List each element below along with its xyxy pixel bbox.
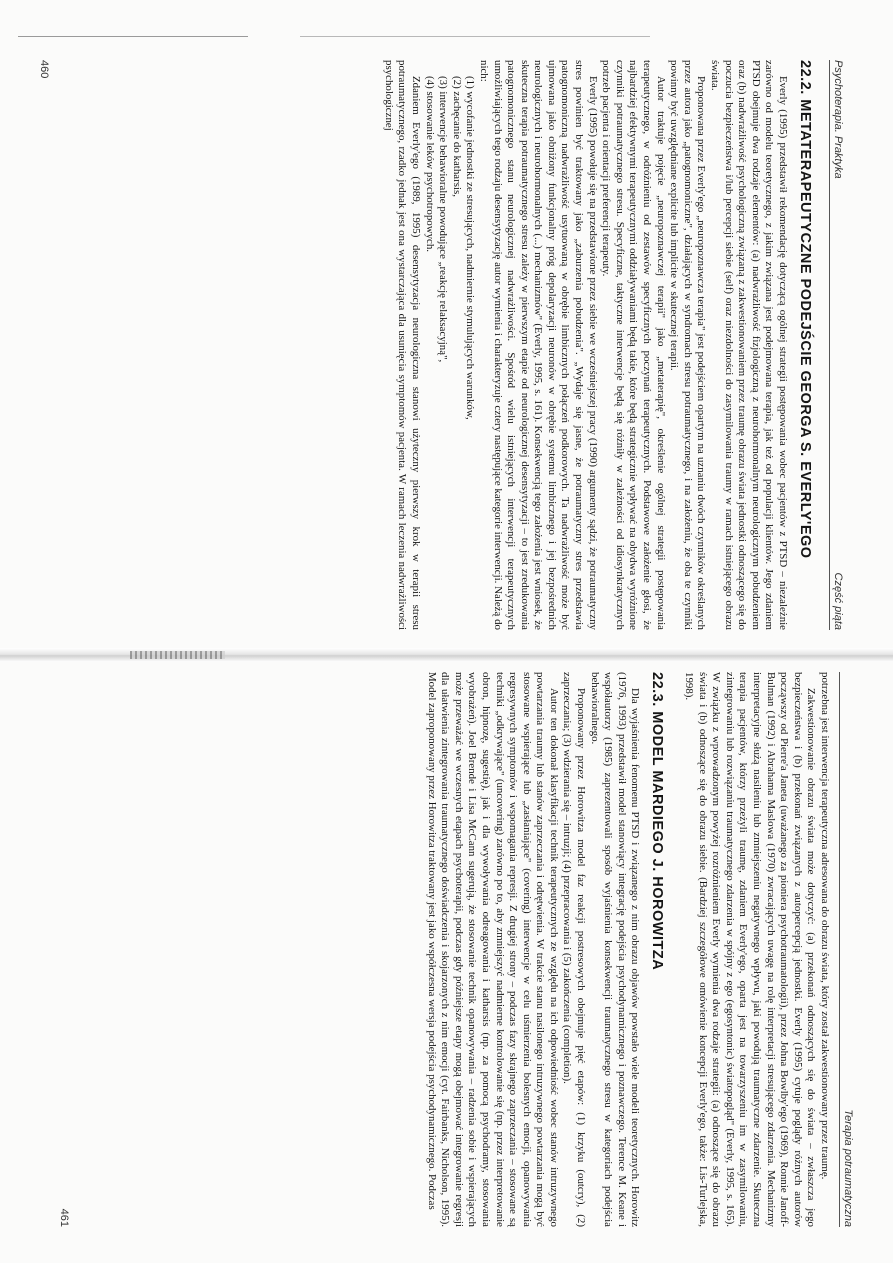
- scan-edge-line: [300, 36, 650, 37]
- list-item: (4) stosowanie leków psychotropowych.: [423, 76, 436, 253]
- body-text: [381, 60, 789, 630]
- body-text: [424, 672, 642, 1227]
- list-item: (3) interwencje behawioralne powodujące „reakcję relaksacyjną",: [437, 76, 450, 363]
- paragraph: Dla wyjaśnienia fenomenu PTSD i związanego z nim obrazu objawów powstało wiele modeli teoretycznych. Horowitz (1976, 1993) przedstawił model stanowiący integrację podejścia psychodynamicznego i poznawczego. Terence M. Keane i współautorzy (1985) zaprezentowali sposób wyjaśnienia konsekwencji traumatycznego stresu w kategoriach podejścia behawioralnego.: [588, 672, 642, 1227]
- body-text: [681, 672, 831, 1227]
- paragraph: Zakwestionowanie obrazu świata może dotyczyć: (a) przekonań odnoszących się do świata – zwłaszcza jego bezpieczeństwa i (b) przekonań związanych z autopercepcją jednostki. Everly (1995) cytuje poglądy różnych autorów począwszy od Pierre'a Janeta (uważanego za pioniera psychotraumatologii), przez Johna Bowlby'ego (1969), Ronnie Janoff-Bulman (1992) i Abrahama Maslowa (1970) zwracających uwagę na rolę interpretacji stresującego zdarzenia. Mechanizmy interpretacyjne służą nasileniu lub zmniejszeniu negatywnego wpływu, jaki powodują traumatyczne zdarzenie. Skuteczna terapia pacjentów, którzy przeżyli traumę, zdaniem Everly'ego, oparta jest na towarzyszeniu im w zasymilowaniu, zintegrowaniu lub rozwiązaniu traumatycznego zdarzenia w spójny z ego (egosyntonic) światopogląd" (Everly, 1995, s. 165). W związku z wprowadzonym powyżej rozróżnieniem Everly wymienia dwa rodzaje strategii: (a) odnoszące się do obrazu świata i (b) odnoszące się do obrazu siebie. (Bardziej szczegółowe omówienie koncepcji Everly'ego, także: Lis-Turlejska, 1998).: [683, 672, 818, 1227]
- running-head: [829, 60, 848, 630]
- scan-edge-line: [18, 36, 248, 37]
- running-head: [839, 672, 858, 1227]
- page-461: [58, 672, 858, 1227]
- paragraph: Proponowany przez Horowitza model faz reakcji postresowych obejmuje pięć etapów: (1) krzyku (outcry), (2) zaprzeczania; (3) wdzierania się – intruzji; (4) przepracowania i (5) zakończenia (completion).: [561, 672, 588, 1227]
- paragraph: Everly (1995) przedstawił rekomendację dotyczącą ogólnej strategii postępowania wobec pacjentów z PTSD – niezależnie zarówno od modelu teoretycznego, z jakim związana jest podejmowana terapia, jak też od populacji klientów. Jego zdaniem PTSD obejmuje dwa rodzaje elementów: (a) nadwrażliwość fizjologiczną z neurohormonalnym neurologicznym pobudzeniem oraz (b) nadwrażliwość psychologiczną związaną z zakwestionowaniem przez traumę obrazu świata jednostki odnoszącego się do poczucia bezpieczeństwa i/lub percepcji siebie (self) oraz niezdolności do zasymilowania traumy w ramach istniejącego obrazu świata.: [709, 60, 789, 630]
- paragraph: potrzebna jest interwencja terapeutyczna adresowana do obrazu świata, który został zakwestionowany przez traumę.: [819, 672, 831, 1180]
- running-head-right: Część piąta: [832, 572, 844, 630]
- page-number: 460: [38, 60, 50, 79]
- section-heading: 22.2. METATERAPEUTYCZNE PODEJŚCIE GEORGA S. EVERLY'EGO: [797, 60, 813, 559]
- page-number: 461: [58, 1208, 70, 1227]
- section-heading: 22.3. MODEL MARDIEGO J. HOROWITZA: [649, 672, 666, 971]
- paragraph: Everly (1995) powołuje się na przedstawione przez siebie we wcześniejszej pracy (1990) argumenty sądzi, że potraumatyczny stres powinien być traktowany jako „zaburzenia pobudzenia". „Wydaje się jasne, że potraumatyczny stres przedstawia patognomoniczną nadwrażliwość usytuowaną w obrębie limbicznych połączeń podkorowych. Ta nadwrażliwość może być ujmowana jako obniżony funkcjonalny próg depolaryzacji neuronów w obrębie systemu limbicznego i jej bezpośrednich neurologicznych i neurohormonalnych (...) mechanizmów" (Everly, 1995, s. 161). Konsekwencją tego założenia jest wniosek, że skuteczna terapia potraumatycznego stresu zależy w pierwszym etapie od neurologicznej desensytyzacji – to jest zredukowania patognomonicznego stanu neurologicznej nadwrażliwości. Spośród wielu istniejących interwencji terapeutycznych umożliwiających tego rodzaju desensytyzację autor wymienia i charakteryzuje cztery następujące kategorie interwencji. Należą do nich:: [477, 60, 599, 630]
- paragraph: Zdaniem Everly'ego (1989, 1995) desensytyzacja neurologiczna stanowi użyteczny pierwszy krok w terapii stresu potraumatycznego, rzadko jednak jest ona wystarczająca dla usunięcia symptomów pacjenta. W ramach leczenia nadwrażliwości psychologicznej: [382, 60, 422, 630]
- page-460: [38, 60, 848, 630]
- intervention-list: [422, 60, 476, 630]
- list-item: (1) wycofanie jednostki ze stresujących, nadmiernie stymulujących warunków,: [464, 76, 477, 420]
- paragraph: Autor ten dokonał klasyfikacji technik terapeutycznych ze względu na ich odpowiedniość wobec stanów intruzywnego powtarzania traumy lub stanów zaprzeczania i odrętwienia. W trakcie stanu nasilonego intruzywnego powtarzania mogą być stosowane wspierające lub „zasłaniające" (covering) interwencje w celu uśmierzenia bolesnych emocji, opanowywania regresywnych symptomów i wspomagania represji. Z drugiej strony – podczas fazy skrajnego zaprzeczania – stosowane są techniki „odkrywające" (uncovering) zarówno po to, aby zmniejszyć nadmierne kontrolowanie się (np. przez interpretowanie obron, hipnozę, sugestię), jak i dla wywoływania odreagowania i katharsis (np. za pomocą psychodramy, stosowania wyobrażeń). Joel Brende i Lisa McCann sugerują, że stosowanie technik opanowywania – radzenia sobie i wspierających może przeważać we wczesnych etapach psychoterapii, podczas gdy późniejsze etapy mogą obejmować integrowanie regresji dla ułatwienia zintegrowania traumatycznego doświadczenia i skojarzonych z nim emocji (cyt. Fairbanks, Nicholson, 1995). Model zaproponowany przez Horowitza traktowany jest jako współczesna wersja podejścia psychodynamicznego. Podczas: [425, 672, 560, 1227]
- spine-scan-artifact: [130, 651, 225, 659]
- paragraph: Proponowana przez Everly'ego „neuropoznawcza terapia" jest podejściem opartym na uznaniu dwóch czynników określanych przez autora jako „patognomoniczne", działających w syndromach stresu potraumatycznego, i na założeniu, że oba te czynniki powinny być uwzględniane explicite lub implicite w skutecznej terapii.: [668, 60, 708, 630]
- paragraph: Autor traktuje pojęcie „neuropoznawczej terapii" jako „metaterapię", określenie ogólnej strategii postępowania terapeutycznego, w odróżnieniu od zestawów specyficznych poczynań terapeutycznych. Podstawowe założenie głosi, że najbardziej efektywnymi terapeutycznymi oddziaływaniami będą takie, które będą strategicznie wpływać na obydwa wyróżnione czynniki potraumatycznego stresu. Specyficzne, taktyczne interwencje będą się różniły w zależności od idiosynkratycznych potrzeb pacjenta i orientacji preferencji terapeuty.: [600, 60, 667, 630]
- running-head-left: Psychoterapia. Praktyka: [832, 60, 844, 179]
- running-head-right: Terapia potraumatyczna: [842, 1109, 854, 1227]
- list-item: (2) zachęcanie do katharsis,: [450, 76, 463, 197]
